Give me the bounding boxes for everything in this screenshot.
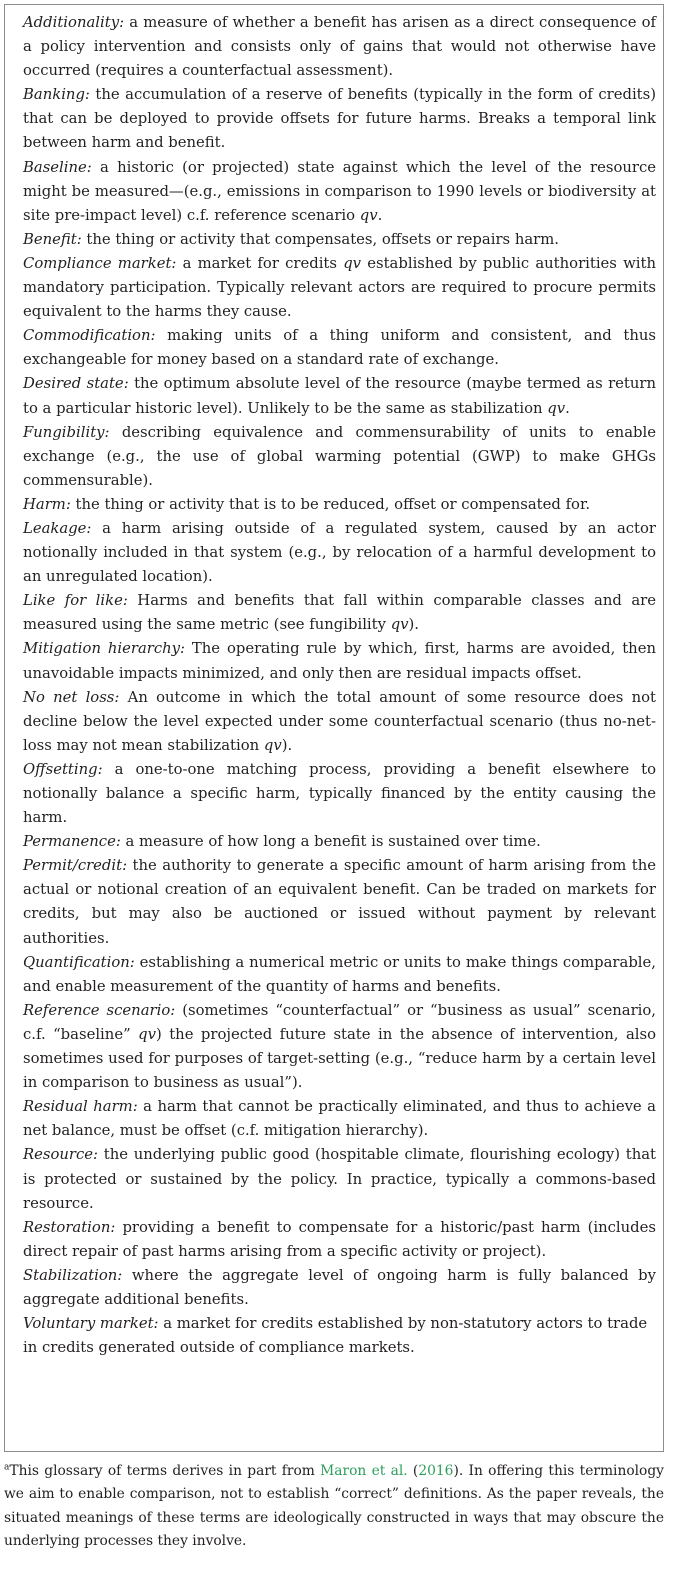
glossary-entry: [23, 1216, 656, 1264]
glossary-entry: [23, 686, 656, 758]
glossary-definition: providing a benefit to compensate for a historic/past harm (includes direct repair of past harms arising from a specific activity or project).: [23, 1218, 656, 1260]
glossary-definition: the underlying public good (hospitable climate, flourishing ecology) that is protected or sustained by the policy. In practice, typically a commons-based resource.: [23, 1146, 656, 1212]
glossary-term: Voluntary market:: [23, 1315, 159, 1333]
glossary-entry: [23, 252, 656, 324]
citation-link-year[interactable]: 2016: [418, 1463, 454, 1479]
glossary-term: Desired state:: [23, 375, 129, 393]
glossary-entry: [23, 758, 656, 830]
glossary-term: Quantification:: [23, 953, 135, 971]
footnote-paren: (: [407, 1463, 419, 1479]
glossary-entry: [23, 1143, 656, 1215]
glossary-entry: [23, 589, 656, 637]
glossary-entry: [23, 324, 656, 372]
glossary-entry: [23, 1264, 656, 1312]
glossary-definition: establishing a numerical metric or units to make things comparable, and enable measurement of the quantity of harms and benefits.: [23, 953, 656, 995]
glossary-entry: [23, 1312, 656, 1360]
glossary-term: Baseline:: [23, 158, 92, 176]
glossary-term: Mitigation hierarchy:: [23, 640, 186, 658]
glossary-definition: a one-to-one matching process, providing a benefit elsewhere to notionally balance a specific harm, typically financed by the entity causing the harm.: [23, 760, 656, 827]
qv-reference: qv: [359, 206, 378, 224]
glossary-term: Fungibility:: [23, 423, 110, 441]
glossary-definition: a market for credits established by non-statutory actors to trade in credits generated outside of compliance markets.: [23, 1315, 648, 1357]
glossary-definition: a measure of whether a benefit has arisen as a direct consequence of a policy intervention and consists only of gains that would not otherwise have occurred (requires a counterfactual assessment).: [23, 14, 656, 80]
glossary-term: Permanence:: [23, 833, 121, 851]
glossary-definition: a historic (or projected) state against which the level of the resource might be measured—(e.g., emissions in comparison to 1990 levels or biodiversity at site pre-impact level) c.f. reference scenario: [23, 158, 656, 224]
glossary-definition: the optimum absolute level of the resource (maybe termed as return to a particular historic level). Unlikely to be the same as stabilization: [23, 375, 656, 417]
glossary-term: Reference scenario:: [23, 1001, 176, 1019]
glossary-term: Banking:: [23, 86, 90, 104]
glossary-entry: [23, 637, 656, 685]
glossary-definition: ).: [281, 736, 293, 754]
glossary-term: Like for like:: [23, 592, 128, 610]
glossary-definition: the authority to generate a specific amount of harm arising from the actual or notional creation of an equivalent benefit. Can be traded on markets for credits, but may also be auctioned or issued without payment by relevant authorities.: [23, 857, 656, 947]
glossary-entry: [23, 11, 656, 83]
glossary-term: Harm:: [23, 495, 71, 513]
glossary-entry: [23, 517, 656, 589]
glossary-term: No net loss:: [23, 688, 120, 706]
glossary-definition: .: [565, 399, 570, 417]
glossary-definition: a measure of how long a benefit is sustained over time.: [120, 833, 541, 851]
glossary-footnote: [4, 1460, 664, 1554]
glossary-term: Leakage:: [23, 519, 92, 537]
glossary-definition: .: [377, 206, 383, 224]
glossary-definition: a harm arising outside of a regulated system, caused by an actor notionally included in that system (e.g., by relocation of a harmful development to an unregulated location).: [23, 519, 656, 586]
glossary-entry: [23, 830, 656, 854]
glossary-definition: Harms and benefits that fall within comparable classes and are measured using the same metric (see fungibility: [23, 592, 656, 634]
qv-reference: qv: [138, 1025, 156, 1043]
glossary-definition: the thing or activity that compensates, offsets or repairs harm.: [81, 230, 559, 248]
glossary-term: Offsetting:: [23, 760, 103, 778]
citation-link-author[interactable]: Maron et al.: [320, 1463, 408, 1479]
glossary-entry: [23, 1095, 656, 1143]
glossary-term: Benefit:: [23, 230, 82, 248]
glossary-definition: the accumulation of a reserve of benefits (typically in the form of credits) that can be deployed to provide offsets for future harms. Breaks a temporal link between harm and benefit.: [23, 86, 656, 152]
glossary-entry: [23, 421, 656, 493]
glossary-definition: (sometimes “counterfactual” or “business as usual” scenario, c.f. “baseline”: [23, 1001, 656, 1043]
glossary-entry: [23, 228, 656, 252]
glossary-term: Compliance market:: [23, 254, 177, 272]
glossary-entry: [23, 951, 656, 999]
footnote-marker: a: [4, 1462, 10, 1473]
glossary-definition: where the aggregate level of ongoing harm is fully balanced by aggregate additional benefits.: [23, 1266, 656, 1308]
glossary-definition: the thing or activity that is to be reduced, offset or compensated for.: [70, 495, 591, 513]
qv-reference: qv: [263, 736, 282, 754]
glossary-entry: [23, 854, 656, 950]
glossary-entry: [23, 372, 656, 420]
footnote-lead: This glossary of terms derives in part from: [9, 1463, 321, 1479]
glossary-entry: [23, 83, 656, 155]
glossary-entry: [23, 156, 656, 228]
glossary-term: Permit/credit:: [23, 857, 128, 875]
qv-reference: qv: [390, 616, 409, 634]
glossary-term: Restoration:: [23, 1218, 116, 1236]
glossary-term: Stabilization:: [23, 1266, 123, 1284]
glossary-box: [4, 4, 664, 1452]
glossary-definition: describing equivalence and commensurability of units to enable exchange (e.g., the use of global warming potential (GWP) to make GHGs commensurable).: [23, 423, 656, 489]
qv-reference: qv: [343, 254, 362, 272]
glossary-term: Additionality:: [23, 14, 125, 31]
glossary-term: Resource:: [23, 1146, 99, 1164]
glossary-definition: making units of a thing uniform and consistent, and thus exchangeable for money based on a standard rate of exchange.: [23, 327, 656, 369]
glossary-entries: [23, 11, 656, 1360]
glossary-definition: ) the projected future state in the absence of intervention, also sometimes used for purposes of target-setting (e.g., “reduce harm by a certain level in comparison to business as usual”).: [23, 1025, 657, 1092]
glossary-definition: ).: [408, 616, 420, 634]
glossary-term: Residual harm:: [23, 1098, 138, 1116]
glossary-entry: [23, 493, 656, 517]
qv-reference: qv: [547, 399, 566, 417]
footnote-rest: ). In offering this terminology we aim to enable comparison, not to establish “correct” definitions. As the paper reveals, the situated meanings of these terms are ideologically constructed in ways that may obscure the underlying processes they involve.: [4, 1463, 664, 1550]
glossary-definition: a harm that cannot be practically eliminated, and thus to achieve a net balance, must be offset (c.f. mitigation hierarchy).: [23, 1098, 656, 1140]
glossary-entry: [23, 999, 656, 1095]
glossary-definition: established by public authorities with mandatory participation. Typically relevant actors are required to procure permits equivalent to the harms they cause.: [23, 254, 656, 321]
glossary-term: Commodification:: [23, 327, 156, 345]
glossary-definition: An outcome in which the total amount of some resource does not decline below the level expected under some counterfactual scenario (thus no-net-loss may not mean stabilization: [23, 688, 656, 754]
glossary-definition: a market for credits: [176, 254, 344, 272]
glossary-definition: The operating rule by which, first, harms are avoided, then unavoidable impacts minimized, and only then are residual impacts offset.: [23, 640, 657, 682]
